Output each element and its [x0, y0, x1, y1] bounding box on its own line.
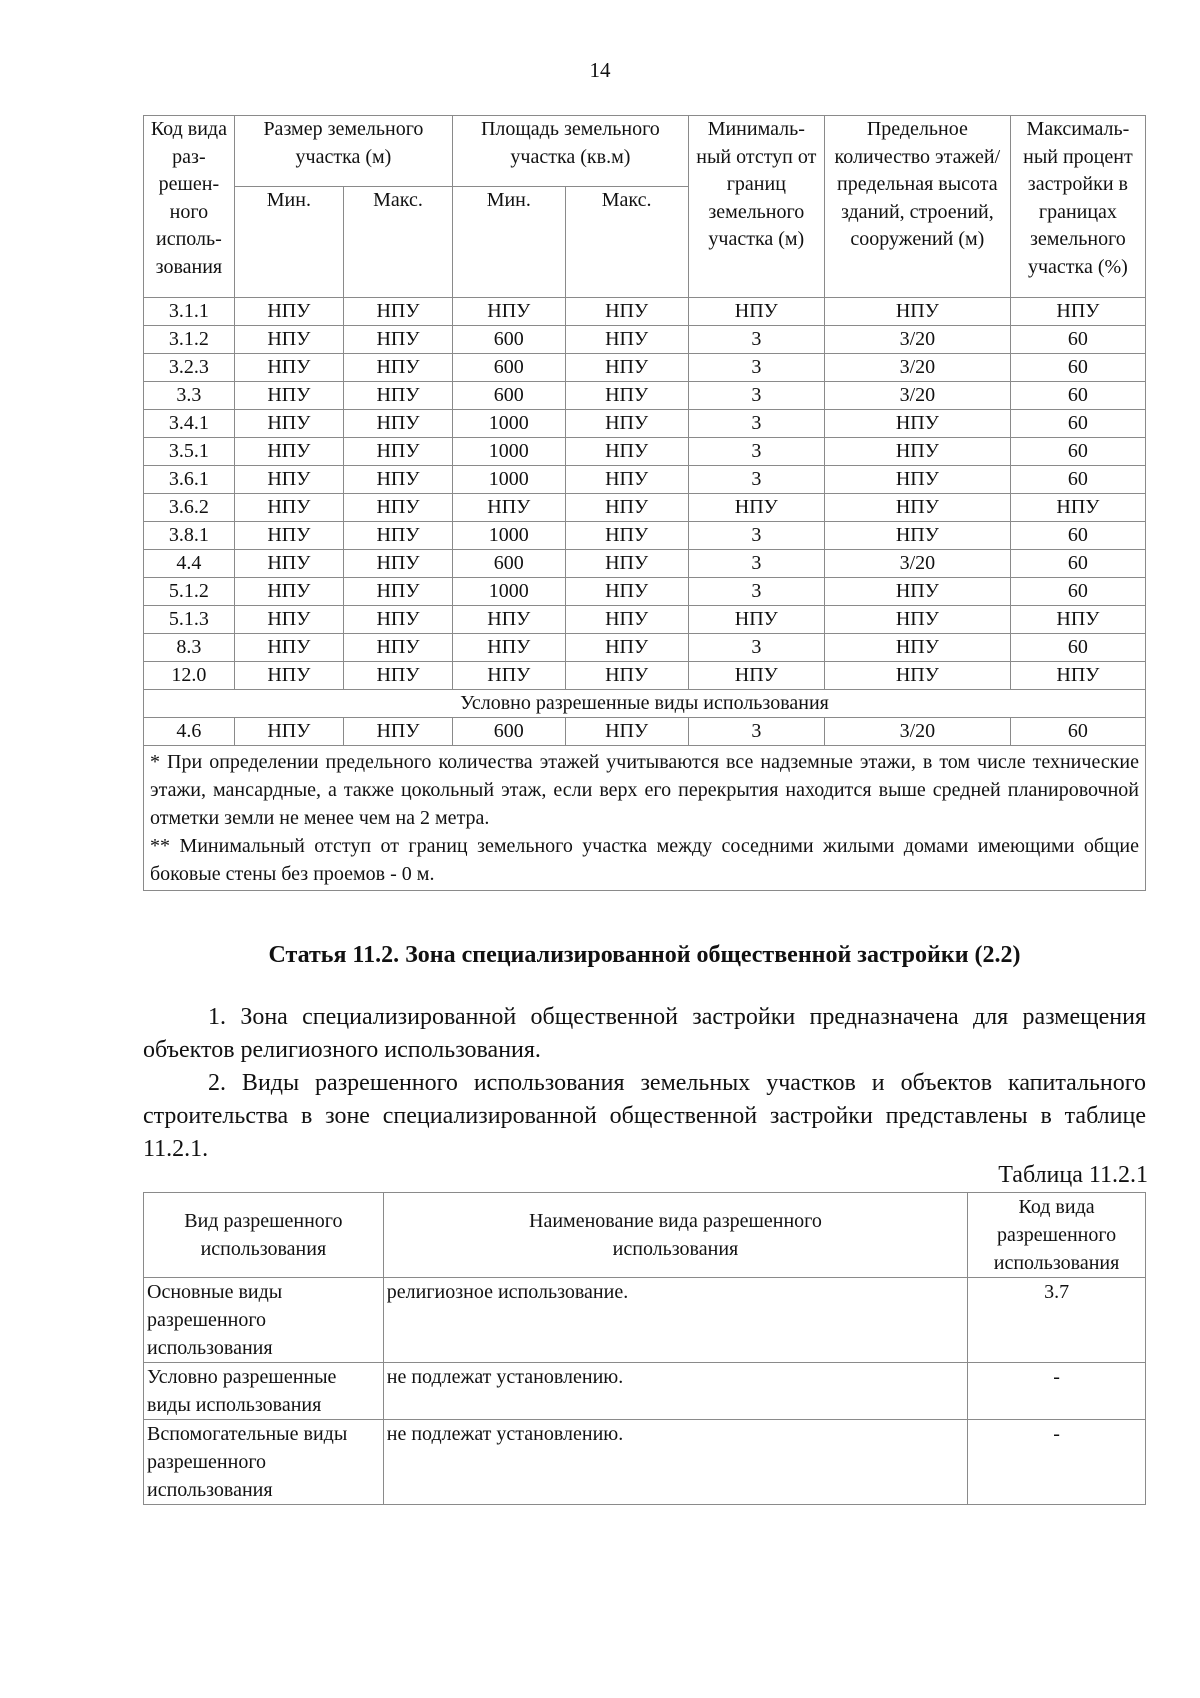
- cell-value: 60: [1010, 354, 1145, 382]
- cell-value: 3: [688, 382, 824, 410]
- header-setback: Минималь- ный отступ от границ земельного участка (м): [688, 116, 824, 298]
- cell-value: НПУ: [565, 494, 688, 522]
- cell-value: 3: [688, 466, 824, 494]
- cell-value: НПУ: [565, 578, 688, 606]
- cell-value: НПУ: [824, 298, 1010, 326]
- cell-value: 3/20: [824, 326, 1010, 354]
- t2-header-kind: Вид разрешенного использования: [144, 1193, 384, 1278]
- cell-value: НПУ: [453, 494, 565, 522]
- cell-value: 3: [688, 718, 824, 746]
- t2-cell-kind: Вспомогательные виды разрешенного использования: [144, 1420, 384, 1505]
- cell-value: НПУ: [343, 326, 452, 354]
- cell-code: 12.0: [144, 662, 235, 690]
- table-row: [144, 382, 1146, 410]
- cell-value: НПУ: [343, 578, 452, 606]
- cell-value: 600: [453, 326, 565, 354]
- header-size-group: Размер земельного участка (м): [234, 116, 452, 187]
- cell-value: НПУ: [1010, 606, 1145, 634]
- cell-value: 3/20: [824, 354, 1010, 382]
- cell-value: НПУ: [343, 354, 452, 382]
- cell-value: НПУ: [234, 410, 343, 438]
- cell-code: 3.8.1: [144, 522, 235, 550]
- cell-value: 60: [1010, 382, 1145, 410]
- table-row: [144, 1363, 1146, 1420]
- table-notes: [144, 746, 1146, 891]
- cell-value: НПУ: [343, 494, 452, 522]
- header-code: Код вида раз- решен- ного исполь- зования: [144, 116, 235, 298]
- cell-value: 600: [453, 354, 565, 382]
- cell-value: НПУ: [1010, 298, 1145, 326]
- cell-value: 3/20: [824, 718, 1010, 746]
- paragraph-2-text: 2. Виды разрешенного использования земельных участков и объектов капитального строительства в зоне специализированной общественной застройки представлены в таблице 11.2.1.: [143, 1070, 1146, 1162]
- table-row: [144, 466, 1146, 494]
- cell-value: 60: [1010, 634, 1145, 662]
- cell-code: 3.3: [144, 382, 235, 410]
- paragraph-1: [143, 1001, 1146, 1067]
- cell-value: 3: [688, 550, 824, 578]
- cell-value: 1000: [453, 466, 565, 494]
- cell-value: 600: [453, 718, 565, 746]
- permitted-use-table: [143, 1192, 1146, 1505]
- cell-code: 4.4: [144, 550, 235, 578]
- cell-value: 3: [688, 326, 824, 354]
- cell-value: НПУ: [824, 494, 1010, 522]
- cell-value: 3: [688, 634, 824, 662]
- cell-value: НПУ: [824, 466, 1010, 494]
- t2-cell-code: -: [968, 1420, 1146, 1505]
- cell-value: НПУ: [234, 298, 343, 326]
- table-row: [144, 606, 1146, 634]
- cell-value: НПУ: [234, 718, 343, 746]
- cell-value: НПУ: [343, 298, 452, 326]
- cell-value: НПУ: [565, 326, 688, 354]
- t2-header-code: Код вида разрешенного использования: [968, 1193, 1146, 1278]
- table-row: [144, 410, 1146, 438]
- cell-value: 3: [688, 410, 824, 438]
- page-number: 14: [589, 58, 611, 82]
- header-floors: Предельное количество этажей/ предельная высота зданий, строений, сооружений (м): [824, 116, 1010, 298]
- cell-code: 3.4.1: [144, 410, 235, 438]
- t2-cell-code: -: [968, 1363, 1146, 1420]
- cell-value: 600: [453, 382, 565, 410]
- cell-value: НПУ: [1010, 494, 1145, 522]
- cell-value: НПУ: [234, 522, 343, 550]
- cell-value: 60: [1010, 438, 1145, 466]
- cell-value: НПУ: [565, 438, 688, 466]
- cell-value: НПУ: [565, 410, 688, 438]
- cell-value: НПУ: [343, 662, 452, 690]
- cell-value: 3: [688, 522, 824, 550]
- cell-code: 4.6: [144, 718, 235, 746]
- header-size-max: Макс.: [343, 187, 452, 298]
- cell-value: НПУ: [453, 298, 565, 326]
- cell-value: НПУ: [565, 382, 688, 410]
- cell-value: 600: [453, 550, 565, 578]
- table-row: [144, 1420, 1146, 1505]
- cell-value: НПУ: [343, 410, 452, 438]
- cell-value: НПУ: [343, 522, 452, 550]
- cell-value: НПУ: [824, 522, 1010, 550]
- paragraph-2: [143, 1067, 1146, 1166]
- cell-value: НПУ: [234, 438, 343, 466]
- cell-value: НПУ: [824, 606, 1010, 634]
- cell-value: НПУ: [565, 718, 688, 746]
- cell-value: НПУ: [234, 578, 343, 606]
- cell-value: НПУ: [453, 606, 565, 634]
- cell-value: 60: [1010, 410, 1145, 438]
- cell-value: НПУ: [824, 634, 1010, 662]
- cell-value: НПУ: [824, 410, 1010, 438]
- cell-value: НПУ: [234, 326, 343, 354]
- cell-value: 1000: [453, 578, 565, 606]
- table-row: [144, 550, 1146, 578]
- cell-value: НПУ: [565, 634, 688, 662]
- cell-value: НПУ: [453, 662, 565, 690]
- cell-value: 60: [1010, 718, 1145, 746]
- cell-value: НПУ: [234, 494, 343, 522]
- cell-value: 3/20: [824, 550, 1010, 578]
- cell-code: 8.3: [144, 634, 235, 662]
- table-caption: Таблица 11.2.1: [998, 1162, 1148, 1188]
- cell-value: 60: [1010, 466, 1145, 494]
- cell-value: 60: [1010, 550, 1145, 578]
- cell-value: 60: [1010, 522, 1145, 550]
- cell-value: НПУ: [343, 550, 452, 578]
- cell-value: НПУ: [824, 662, 1010, 690]
- paragraph-1-text: 1. Зона специализированной общественной застройки предназначена для размещения объектов религиозного использования.: [143, 1004, 1146, 1063]
- cell-value: 1000: [453, 522, 565, 550]
- t2-cell-name: не подлежат установлению.: [383, 1420, 967, 1505]
- cell-value: 1000: [453, 410, 565, 438]
- cell-value: 3: [688, 438, 824, 466]
- zoning-parameters-table: [143, 115, 1146, 891]
- cell-value: НПУ: [343, 382, 452, 410]
- cell-value: НПУ: [343, 718, 452, 746]
- table-row: [144, 354, 1146, 382]
- cell-code: 3.1.1: [144, 298, 235, 326]
- cell-code: 3.1.2: [144, 326, 235, 354]
- cell-value: НПУ: [234, 634, 343, 662]
- cell-value: НПУ: [565, 466, 688, 494]
- cell-code: 3.2.3: [144, 354, 235, 382]
- cell-value: НПУ: [565, 662, 688, 690]
- cell-value: НПУ: [565, 298, 688, 326]
- cell-value: НПУ: [688, 662, 824, 690]
- cell-value: НПУ: [234, 466, 343, 494]
- cell-value: НПУ: [234, 662, 343, 690]
- header-coverage: Максималь- ный процент застройки в границах земельного участка (%): [1010, 116, 1145, 298]
- cell-value: НПУ: [824, 438, 1010, 466]
- cell-value: 60: [1010, 326, 1145, 354]
- t2-cell-name: не подлежат установлению.: [383, 1363, 967, 1420]
- t2-cell-kind: Основные виды разрешенного использования: [144, 1278, 384, 1363]
- t2-header-name: Наименование вида разрешенного использования: [383, 1193, 967, 1278]
- cell-value: НПУ: [565, 606, 688, 634]
- cell-value: НПУ: [688, 298, 824, 326]
- table-row: [144, 494, 1146, 522]
- header-area-group: Площадь земельного участка (кв.м): [453, 116, 689, 187]
- table-row: [144, 522, 1146, 550]
- cell-value: 1000: [453, 438, 565, 466]
- cell-code: 3.6.1: [144, 466, 235, 494]
- cell-value: НПУ: [343, 466, 452, 494]
- table-row: [144, 718, 1146, 746]
- header-size-min: Мин.: [234, 187, 343, 298]
- cell-code: 5.1.3: [144, 606, 235, 634]
- cell-value: НПУ: [234, 550, 343, 578]
- conditional-section-title: Условно разрешенные виды использования: [144, 690, 1146, 718]
- cell-value: НПУ: [343, 606, 452, 634]
- cell-code: 3.6.2: [144, 494, 235, 522]
- note-1: * При определении предельного количества этажей учитываются все надземные этажи, в том числе технические этажи, мансардные, а также цокольный этаж, если верх его перекрытия находится выше средней планировочной отметки земли не менее чем на 2 метра.: [150, 751, 1139, 829]
- t2-cell-name: религиозное использование.: [383, 1278, 967, 1363]
- cell-value: НПУ: [234, 382, 343, 410]
- cell-value: НПУ: [343, 438, 452, 466]
- cell-value: НПУ: [1010, 662, 1145, 690]
- table-row: [144, 1278, 1146, 1363]
- cell-value: 60: [1010, 578, 1145, 606]
- cell-value: НПУ: [688, 606, 824, 634]
- cell-value: НПУ: [453, 634, 565, 662]
- cell-code: 5.1.2: [144, 578, 235, 606]
- table-row: [144, 634, 1146, 662]
- cell-value: НПУ: [565, 522, 688, 550]
- header-area-max: Макс.: [565, 187, 688, 298]
- cell-code: 3.5.1: [144, 438, 235, 466]
- t2-cell-kind: Условно разрешенные виды использования: [144, 1363, 384, 1420]
- cell-value: НПУ: [565, 354, 688, 382]
- cell-value: НПУ: [688, 494, 824, 522]
- cell-value: НПУ: [234, 354, 343, 382]
- cell-value: НПУ: [565, 550, 688, 578]
- cell-value: 3/20: [824, 382, 1010, 410]
- cell-value: 3: [688, 354, 824, 382]
- table-row: [144, 578, 1146, 606]
- header-area-min: Мин.: [453, 187, 565, 298]
- cell-value: НПУ: [824, 578, 1010, 606]
- table-row: [144, 438, 1146, 466]
- table-row: [144, 662, 1146, 690]
- table-row: [144, 298, 1146, 326]
- table-row: [144, 326, 1146, 354]
- cell-value: НПУ: [343, 634, 452, 662]
- cell-value: 3: [688, 578, 824, 606]
- t2-cell-code: 3.7: [968, 1278, 1146, 1363]
- note-2: ** Минимальный отступ от границ земельного участка между соседними жилыми домами имеющими общие боковые стены без проемов - 0 м.: [150, 835, 1139, 885]
- article-heading: Статья 11.2. Зона специализированной общественной застройки (2.2): [268, 942, 1021, 968]
- cell-value: НПУ: [234, 606, 343, 634]
